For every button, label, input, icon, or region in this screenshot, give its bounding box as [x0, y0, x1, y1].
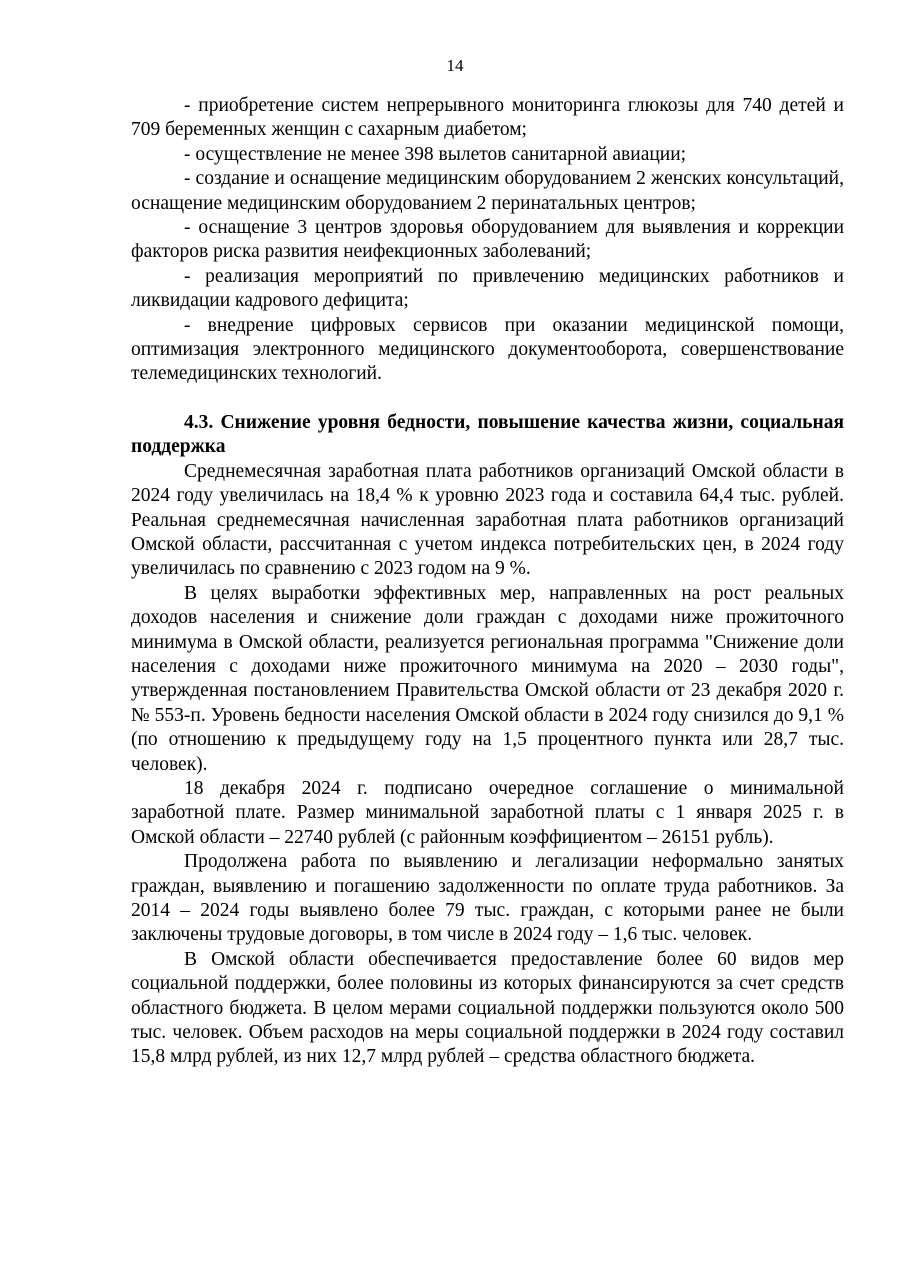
section-number: 4.3. [184, 411, 214, 433]
bullet-item-digital-services: - внедрение цифровых сервисов при оказании медицинской помощи, оптимизация электронного медицинского документооборота, совершенствование телемедицинских технологий. [131, 314, 844, 385]
bullet-item-medical-staff: - реализация мероприятий по привлечению медицинских работников и ликвидации кадрового дефицита; [131, 265, 844, 312]
paragraph-wages: Среднемесячная заработная плата работников организаций Омской области в 2024 году увеличилась на 18,4 % к уровню 2023 года и составила 64,4 тыс. рублей. Реальная среднемесячная начисленная заработная плата работников организаций Омской области, рассчитанная с учетом индекса потребительских цен, в 2024 году увеличилась по сравнению с 2023 годом на 9 %. [131, 460, 844, 580]
paragraph-poverty-program: В целях выработки эффективных мер, направленных на рост реальных доходов населения и снижение доли граждан с доходами ниже прожиточного минимума в Омской области, реализуется региональная программа "Снижение доли населения с доходами ниже прожиточного минимума на 2020 – 2030 годы", утвержденная постановлением Правительства Омской области от 23 декабря 2020 г. № 553-п. Уровень бедности населения Омской области в 2024 году снизился до 9,1 % (по отношению к предыдущему году на 1,5 процентного пункта или 28,7 тыс. человек). [131, 582, 844, 775]
page-content [131, 94, 844, 1070]
section-title: Снижение уровня бедности, повышение качества жизни, социальная поддержка [131, 411, 844, 458]
bullet-item-health-centers: - оснащение 3 центров здоровья оборудованием для выявления и коррекции факторов риска развития неифекционных заболеваний; [131, 217, 844, 263]
paragraph-minimum-wage: 18 декабря 2024 г. подписано очередное соглашение о минимальной заработной плате. Размер минимальной заработной платы с 1 января 2025 г. в Омской области – 22740 рублей (с районным коэффициентом – 26151 рубль). [131, 777, 844, 848]
page-number: 14 [446, 56, 464, 75]
bullet-item-consultations: - создание и оснащение медицинским оборудованием 2 женских консультаций, оснащение медицинским оборудованием 2 перинатальных центров; [131, 168, 844, 214]
section-heading [131, 411, 844, 460]
paragraph-informal-employment: Продолжена работа по выявлению и легализации неформально занятых граждан, выявлению и погашению задолженности по оплате труда работников. За 2014 – 2024 годы выявлено более 79 тыс. граждан, с которыми ранее не были заключены трудовые договоры, в том числе в 2024 году – 1,6 тыс. человек. [131, 851, 844, 946]
bullet-item-air-ambulance: - осуществление не менее 398 вылетов санитарной авиации; [184, 143, 687, 165]
bullet-item-glucose-monitoring: - приобретение систем непрерывного мониторинга глюкозы для 740 детей и 709 беременных женщин с сахарным диабетом; [131, 95, 844, 141]
paragraph-social-support: В Омской области обеспечивается предоставление более 60 видов мер социальной поддержки, более половины из которых финансируются за счет средств областного бюджета. В целом мерами социальной поддержки пользуются около 500 тыс. человек. Объем расходов на меры социальной поддержки в 2024 году составил 15,8 млрд рублей, из них 12,7 млрд рублей – средства областного бюджета. [131, 948, 844, 1068]
